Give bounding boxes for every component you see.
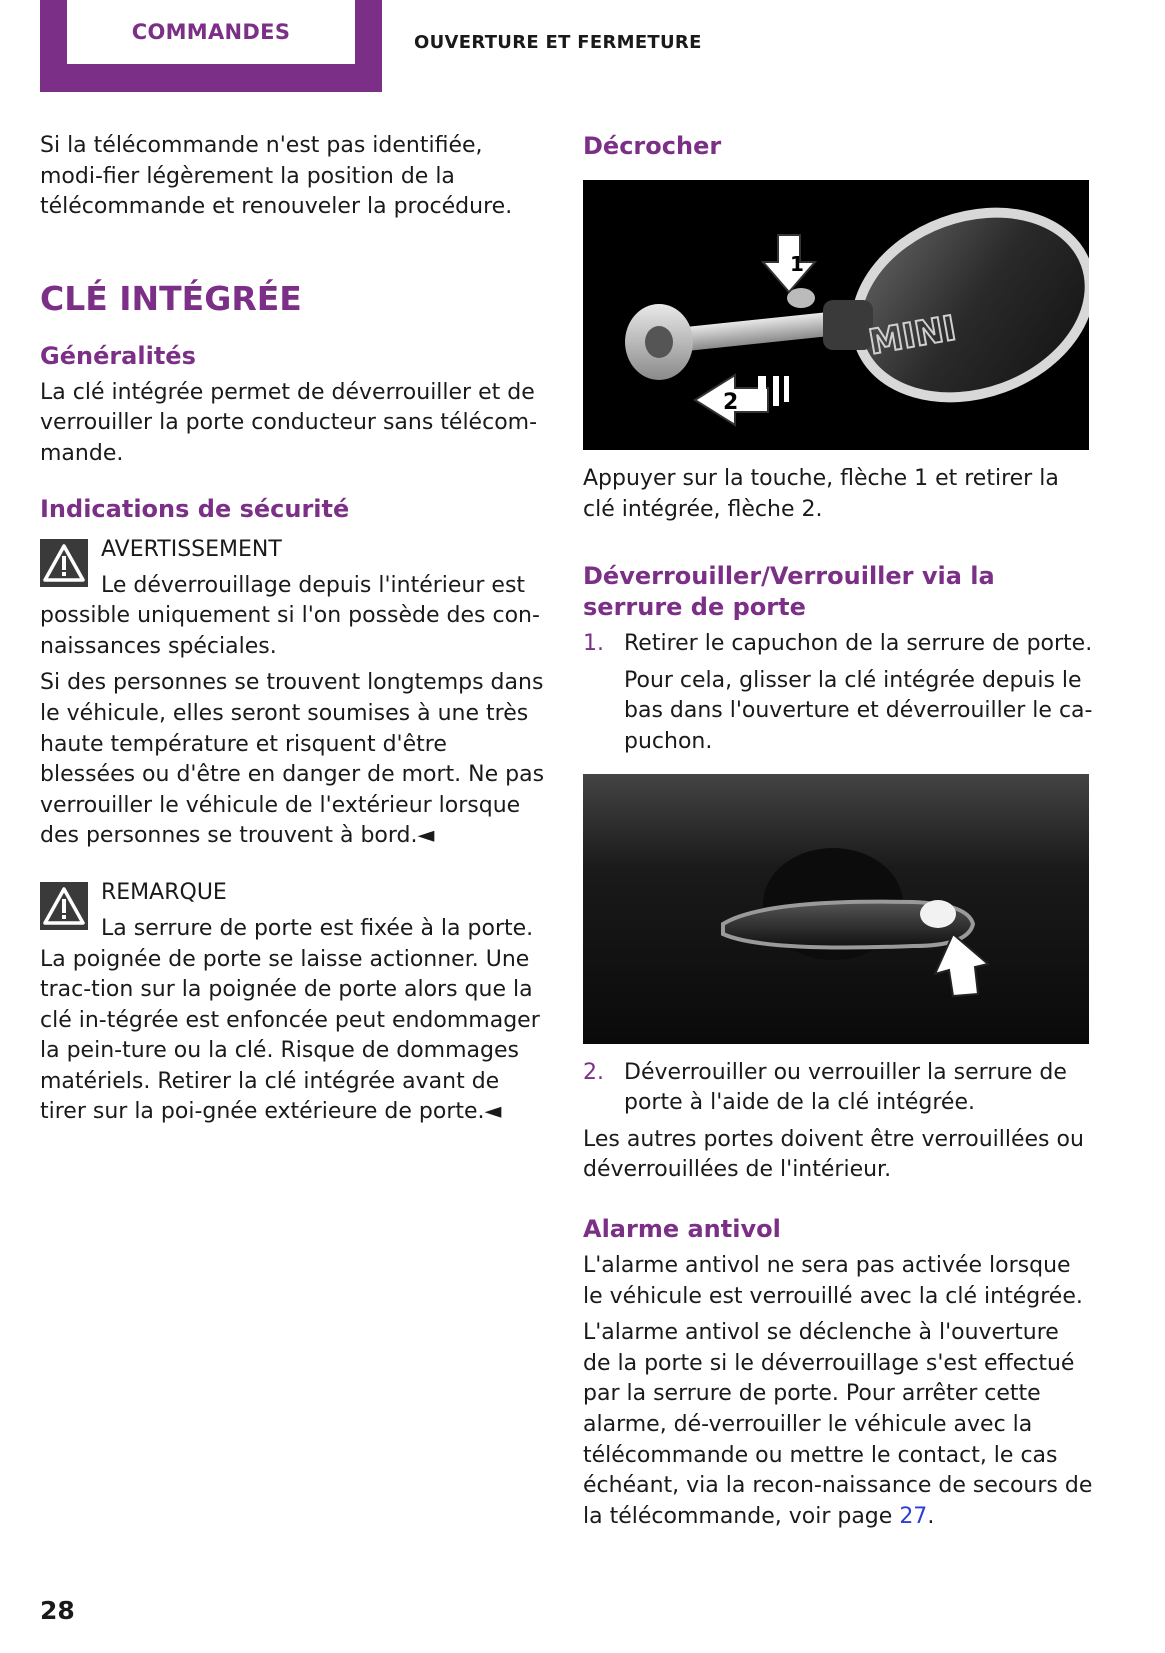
step-1-text: Retirer le capuchon de la serrure de porte. [624, 631, 1093, 657]
warning-icon [40, 539, 88, 587]
brand-logo: MINI [865, 308, 960, 363]
left-column [40, 131, 548, 1128]
key-figure [583, 180, 1089, 450]
right-column [583, 131, 1093, 1532]
alarme-text-2-end: . [927, 1503, 935, 1529]
remark-block [40, 878, 548, 1128]
serrure-note: Les autres portes doivent être verrouillées ou déverrouillées de l'intérieur. [583, 1126, 1084, 1183]
alarme-text-1: L'alarme antivol ne sera pas activée lorsque le véhicule est verrouillé avec la clé intégrée. [583, 1252, 1083, 1309]
warning-label: AVERTISSEMENT [101, 536, 282, 562]
page-number: 28 [40, 1596, 75, 1625]
step-1 [583, 629, 1093, 757]
warning-text-2: Si des personnes se trouvent longtemps dans le véhicule, elles seront soumises à une très haute température et risquent d'être blessées ou d'être en danger de mort. Ne pas verrouiller le véhicule de l'extérieur lorsque des personnes se trouvent à bord.◄ [40, 670, 545, 849]
key-illustration [583, 180, 1089, 450]
arrow-1-label: 1 [790, 252, 804, 276]
warning-block [40, 535, 548, 663]
remark-label: REMARQUE [101, 879, 227, 905]
step-2 [583, 1058, 1093, 1119]
arrow-2-label: 2 [723, 390, 739, 415]
page-link[interactable]: 27 [899, 1503, 928, 1529]
intro-paragraph: Si la télécommande n'est pas identifiée, modi-fier légèrement la position de la télécommande et renouveler la procédure. [40, 133, 513, 220]
warning-icon [40, 882, 88, 930]
step-1-detail: Pour cela, glisser la clé intégrée depuis le bas dans l'ouverture et déverrouiller le ca-puchon. [624, 667, 1093, 754]
generalites-text: La clé intégrée permet de déverrouiller et de verrouiller la porte conducteur sans télécom-mande. [40, 379, 538, 466]
decrocher-caption: Appuyer sur la touche, flèche 1 et retirer la clé intégrée, flèche 2. [583, 466, 1059, 522]
alarme-text-2-body: L'alarme antivol se déclenche à l'ouverture de la porte si le déverrouillage s'est effectué par la serrure de porte. Pour arrêter cette alarme, dé-verrouiller le véhicule avec la télécommande ou mettre le contact, le cas échéant, via la recon-naissance de secours de la télécommande, voir page [583, 1320, 1093, 1529]
step-2-text: Déverrouiller ou verrouiller la serrure de porte à l'aide de la clé intégrée. [624, 1059, 1067, 1116]
securite-heading: Indications de sécurité [40, 494, 350, 523]
section-title: OUVERTURE ET FERMETURE [414, 32, 702, 53]
alarme-text-2 [583, 1318, 1093, 1532]
warning-text: Le déverrouillage depuis l'intérieur est possible uniquement si l'on possède des con-naissances spéciales. [40, 572, 540, 659]
step-1-number: 1. [583, 631, 604, 657]
step-2-number: 2. [583, 1059, 604, 1085]
serrure-heading: Déverrouiller/Verrouiller via la serrure de porte [583, 562, 995, 622]
decrocher-heading: Décrocher [583, 132, 722, 160]
remark-text: La serrure de porte est fixée à la porte. La poignée de porte se laisse actionner. Une trac-tion sur la poignée de porte alors que la clé in-tégrée est enfoncée peut endommager la pein-ture ou la clé. Risque de dommages matériels. Retirer la clé intégrée avant de tirer sur la poi-gnée extérieure de porte.◄ [40, 915, 540, 1125]
door-figure [583, 774, 1089, 1044]
generalites-heading: Généralités [40, 341, 196, 370]
alarme-heading: Alarme antivol [583, 1214, 781, 1243]
chapter-label: COMMANDES [67, 0, 355, 64]
page-title: CLÉ INTÉGRÉE [40, 278, 302, 318]
chapter-tab [40, 0, 382, 92]
door-handle-illustration [583, 774, 1089, 1044]
